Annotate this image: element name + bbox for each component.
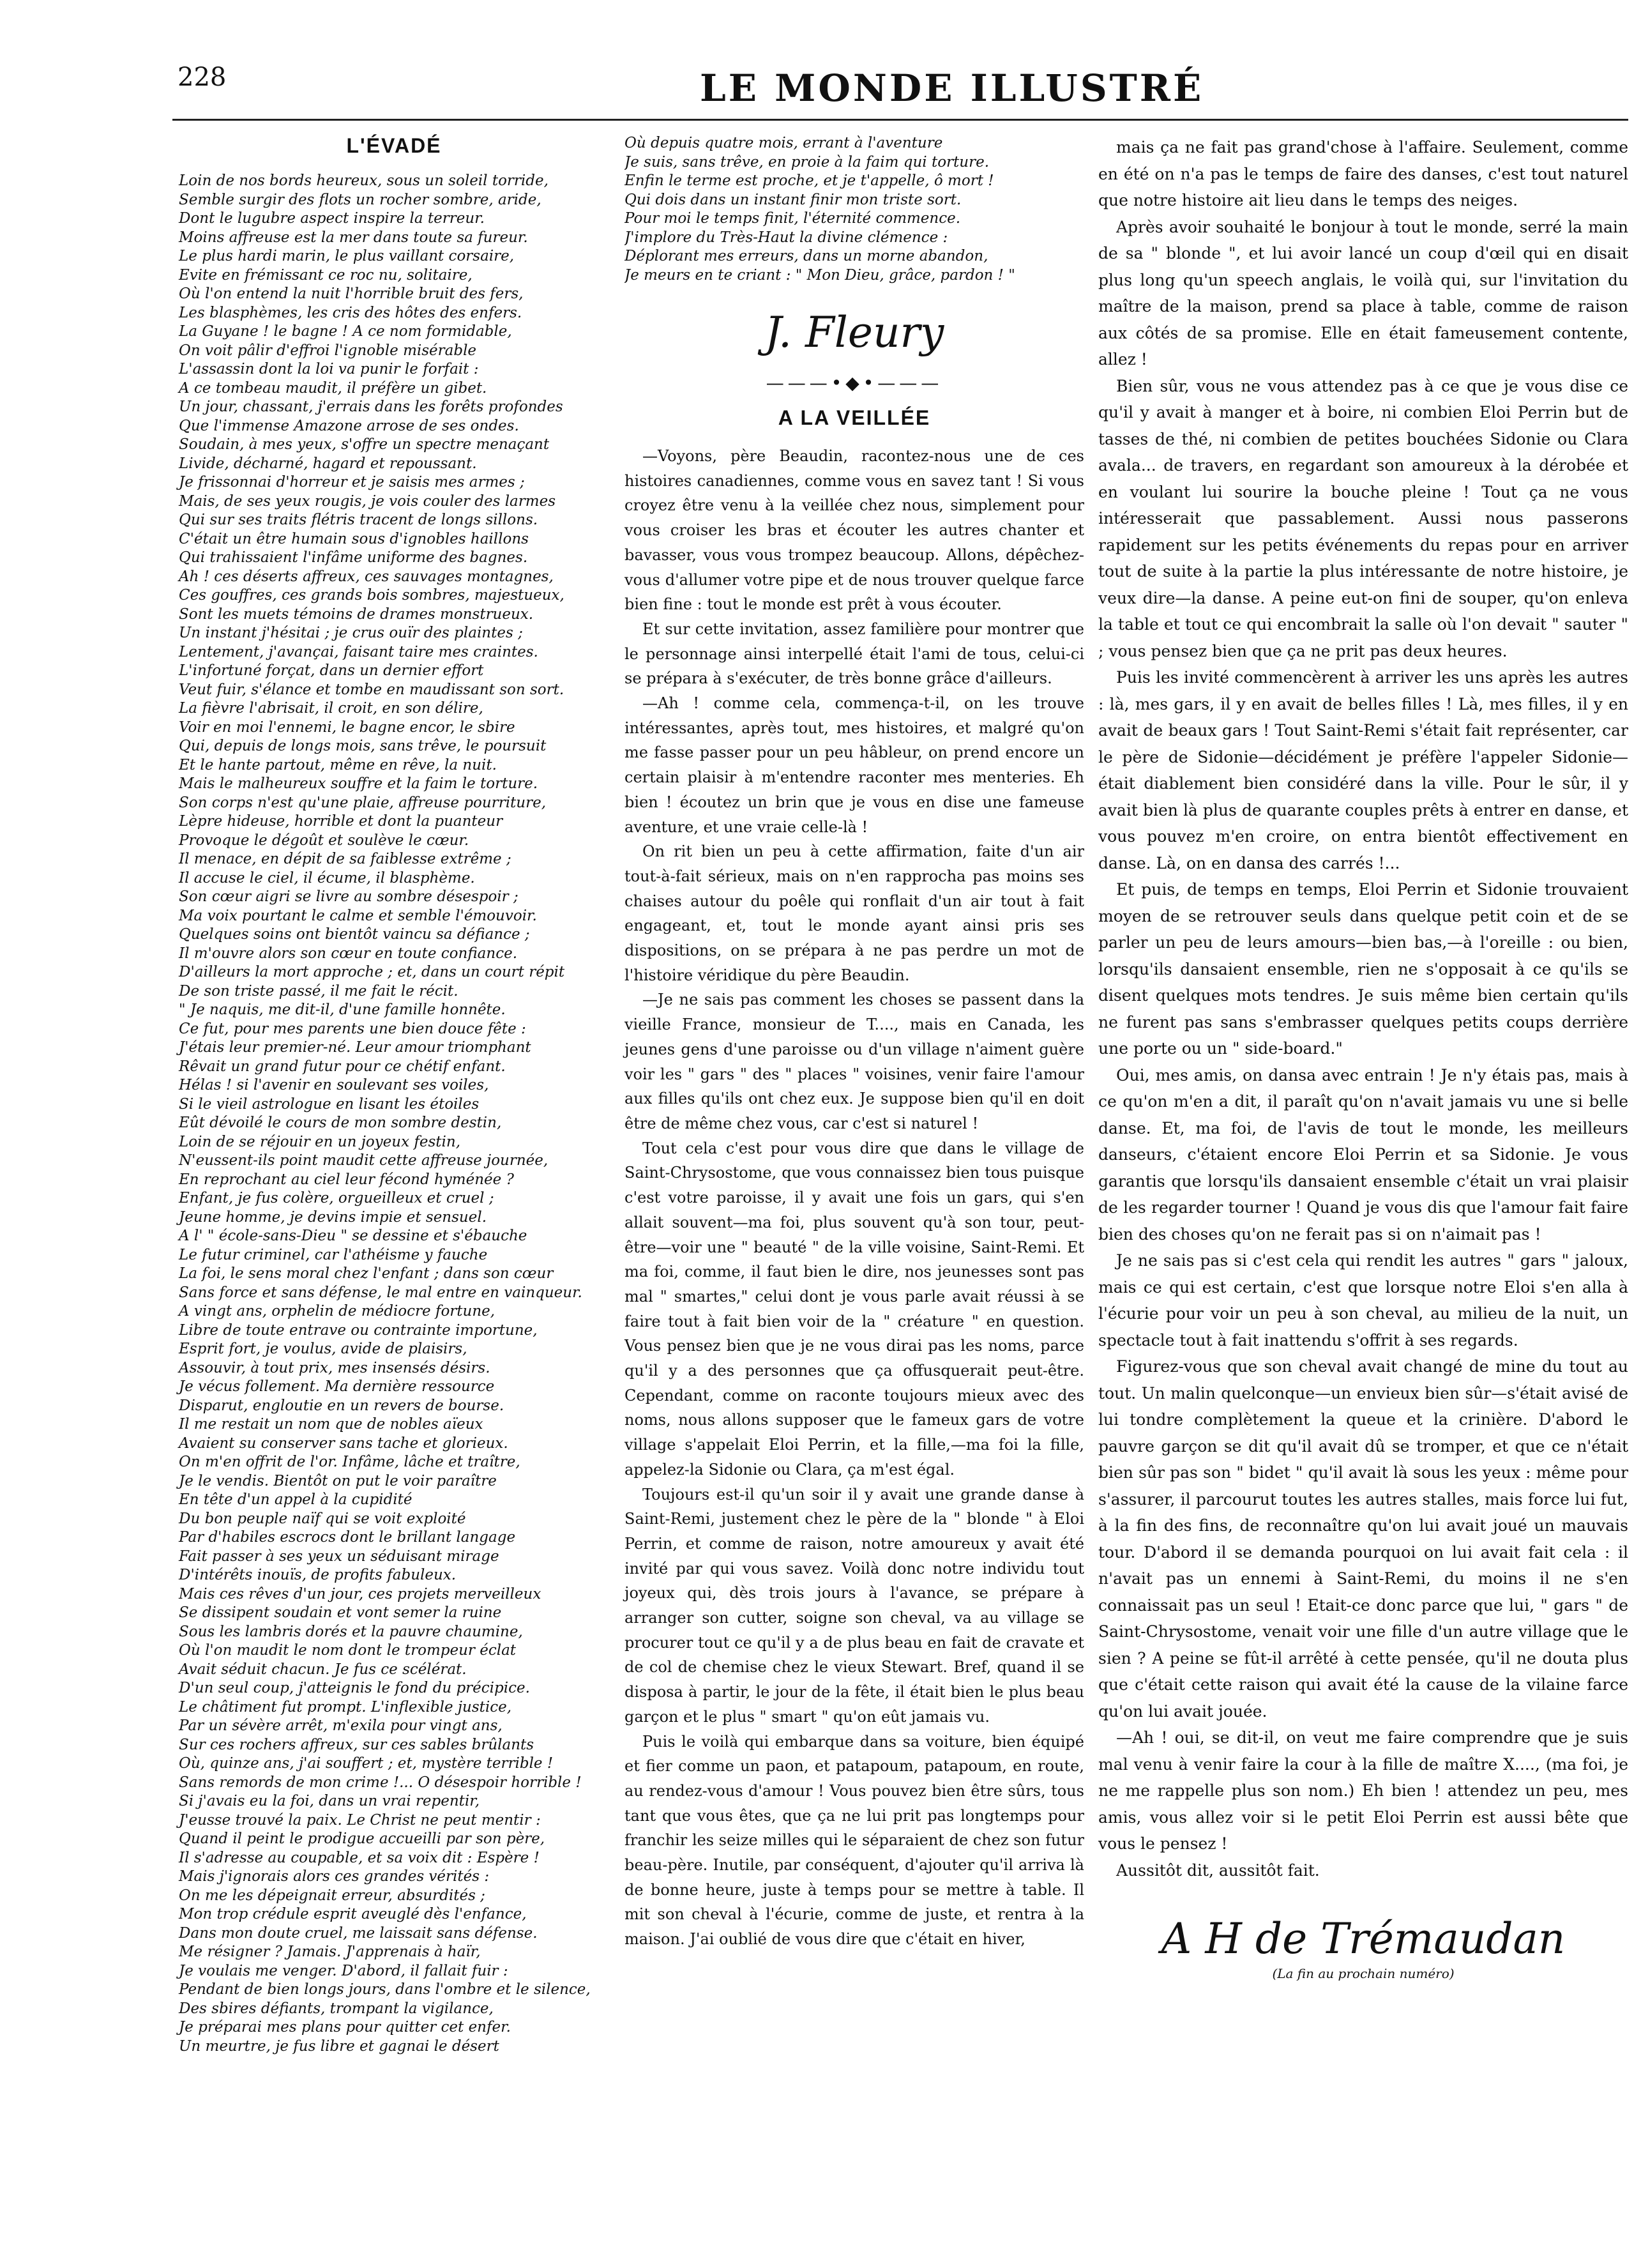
poem-line: Il accuse le ciel, il écume, il blasphème. <box>179 869 475 887</box>
poem-line: Qui dois dans un instant finir mon triste sort. <box>624 191 962 208</box>
poem-line: Mais j'ignorais alors ces grandes vérités : <box>179 1868 490 1885</box>
poem-line: Où l'on maudit le nom dont le trompeur éclat <box>179 1642 517 1659</box>
poem-line: Où, quinze ans, j'ai souffert ; et, mystère terrible ! <box>179 1755 554 1772</box>
continuation-note: (La fin au prochain numéro) <box>1272 1966 1455 1981</box>
poem-line: Loin de nos bords heureux, sous un soleil torride, <box>179 172 548 189</box>
poem-signature-text: J. Fleury <box>764 308 944 357</box>
story-paragraph: Je ne sais pas si c'est cela qui rendit les autres " gars " jaloux, mais ce qui est certain, c'est que lorsque notre Eloi s'en alla à l'écurie pour voir un peu à son cheval, au milieu de la nuit, un spectacle tout à fait inattendu s'offrit à ses regards. <box>1098 1251 1628 1350</box>
poem-line: Veut fuir, s'élance et tombe en maudissant son sort. <box>179 681 564 698</box>
poem-line: Qui sur ses traits flétris tracent de longs sillons. <box>179 512 538 528</box>
story-paragraph: Figurez-vous que son cheval avait changé de mine du tout au tout. Un malin quelconque—un envieux bien sûr—s'était avisé de lui tondre complètement la queue et la crinière. D'abord le pauvre garçon se dit qu'il avait dû se tromper, et que ce n'était bien sûr pas son " bidet " qu'il avait là sous les yeux : même pour s'assurer, il parcourut toutes les autres stalles, mais force lui fut, à la fin des fins, de reconnaître qu'on lui avait joué un mauvais tour. D'abord il se demanda pourquoi on lui avait fait cela : il n'avait pas un ennemi à Saint-Remi, du moins il ne s'en connaissait pas un seul ! Etait-ce donc parce que lui, " gars " de Saint-Chrysostome, venait voir une fille d'un autre village que le sien ? A peine se fût-il arrêté à cette pensée, qu'il ne douta plus que c'était cette raison qui avait été la cause de la vilaine farce qu'on lui avait jouée. <box>1098 1357 1628 1721</box>
poem-line: Enfant, je fus colère, orgueilleux et cruel ; <box>179 1190 494 1206</box>
poem-title: L'ÉVADÉ <box>346 134 442 157</box>
column-2 <box>624 134 1084 1952</box>
poem-line: Je voulais me venger. D'abord, il fallait fuir : <box>179 1962 508 1979</box>
poem-line: D'intérêts inouïs, de profits fabuleux. <box>179 1567 457 1583</box>
poem-line: D'un seul coup, j'atteignis le fond du précipice. <box>179 1680 530 1696</box>
poem-line: Mais le malheureux souffre et la faim le torture. <box>179 775 538 792</box>
poem-line: Ces gouffres, ces grands bois sombres, majestueux, <box>179 587 564 604</box>
poem-line: Où l'on entend la nuit l'horrible bruit des fers, <box>179 285 524 302</box>
poem-line: Assouvir, à tout prix, mes insensés désirs. <box>179 1359 490 1376</box>
poem-line: Que l'immense Amazone arrose de ses ondes. <box>179 417 519 434</box>
column-3 <box>1098 134 1628 1981</box>
poem-line: Semble surgir des flots un rocher sombre, aride, <box>179 191 541 208</box>
poem-line: Avaient su conserver sans tache et glorieux. <box>179 1435 508 1452</box>
story-paragraph: —Voyons, père Beaudin, racontez-nous une de ces histoires canadiennes, comme vous en savez tant ! Si vous croyez être venu à la veillée chez nous, simplement pour vous croiser les bras et écouter les autres chanter et bavasser, vous vous trompez beaucoup. Allons, dépêchez-vous d'allumer votre pipe et de nous trouver quelque farce bien fine : tout le monde est prêt à vous écouter. <box>624 447 1084 614</box>
poem-line: Evite en frémissant ce roc nu, solitaire, <box>179 266 473 284</box>
poem-line: Son cœur aigri se livre au sombre désespoir ; <box>179 888 518 905</box>
poem-line: Son corps n'est qu'une plaie, affreuse pourriture, <box>179 794 547 811</box>
poem-line: Dont le lugubre aspect inspire la terreur. <box>179 210 485 227</box>
poem-line: Il me restait un nom que de nobles aïeux <box>179 1416 483 1433</box>
story-body-col3 <box>1098 134 1628 1884</box>
poem-line: Ah ! ces déserts affreux, ces sauvages montagnes, <box>179 568 554 585</box>
poem-line: Sans force et sans défense, le mal entre en vainqueur. <box>179 1284 582 1301</box>
poem-line: Un jour, chassant, j'errais dans les forêts profondes <box>179 399 563 415</box>
poem-line: Déplorant mes erreurs, dans un morne abandon, <box>624 248 988 264</box>
poem-signature <box>624 308 1084 357</box>
story-signature <box>1098 1914 1628 1963</box>
poem-line: Sont les muets témoins de drames monstrueux. <box>179 605 534 623</box>
poem-line: Mon trop crédule esprit aveuglé dès l'enfance, <box>179 1906 527 1922</box>
poem-line: Le futur criminel, car l'athéisme y fauche <box>179 1246 488 1263</box>
poem-line: Pendant de bien longs jours, dans l'ombre et le silence, <box>179 1981 591 1998</box>
poem-line: Le plus hardi marin, le plus vaillant corsaire, <box>179 248 515 264</box>
poem-line: Disparut, engloutie en un revers de bourse. <box>179 1397 504 1414</box>
story-paragraph: Toujours est-il qu'un soir il y avait une grande danse à Saint-Remi, justement chez le père de la " blonde " à Eloi Perrin, et comme de raison, notre amoureux y avait été invité par qui vous savez. Voilà donc notre individu tout joyeux qui, dès trois jours à l'avance, se prépare à arranger son cutter, soigne son cheval, va au village se procurer tout ce qu'il y a de plus beau en fait de cravate et de col de chemise chez le vieux Stewart. Bref, quand il se disposa à partir, le jour de la fête, il était bien le plus beau garçon et le plus " smart " qu'on eût jamais vu. <box>624 1485 1084 1726</box>
poem-line: On voit pâlir d'effroi l'ignoble misérable <box>179 342 477 359</box>
poem-line: Pour moi le temps finit, l'éternité commence. <box>624 210 961 227</box>
poem-line: J'implore du Très-Haut la divine clémence : <box>624 229 948 246</box>
poem-line: Eût dévoilé le cours de mon sombre destin, <box>179 1115 502 1131</box>
story-paragraph: Puis le voilà qui embarque dans sa voiture, bien équipé et fier comme un paon, et patapoum, patapoum, en route, au rendez-vous d'amour ! Vous pouvez bien être sûrs, tous tant que vous êtes, que ça ne lui prit pas longtemps pour franchir les seize milles qui le séparaient de chez son futur beau-père. Inutile, par conséquent, d'ajouter qu'il arriva là de bonne heure, juste à temps pour se mettre à table. Il mit son cheval à l'écurie, comme de juste, et rentra à la maison. J'ai oublié de vous dire que c'était en hiver, <box>624 1732 1084 1949</box>
poem-line: On m'en offrit de l'or. Infâme, lâche et traître, <box>179 1454 520 1470</box>
poem-line: C'était un être humain sous d'ignobles haillons <box>179 530 529 547</box>
poem-line: D'ailleurs la mort approche ; et, dans un court répit <box>179 964 565 980</box>
poem-line: Ce fut, pour mes parents une bien douce fête : <box>179 1020 526 1037</box>
story-paragraph: Bien sûr, vous ne vous attendez pas à ce que je vous dise ce qu'il y avait à manger et à boire, ni combien Eloi Perrin but de tasses de thé, ni combien de petites bouchées Sidonie ou Clara avala... de travers, en regardant son amoureux à la dérobée et en voulant lui sourire la bouche pleine ! Tout ça ne vous intéresserait que passablement. Aussi nous passerons rapidement sur les petits événements du repas pour en arriver tout de suite à la partie la plus intéressante de notre histoire, je veux dire—la danse. A peine eut-on fini de souper, qu'on enleva la table et tout ce qui encombrait la salle où l'on devait " sauter " ; vous pensez bien que ça ne prit pas deux heures. <box>1098 376 1628 660</box>
poem-line: Dans mon doute cruel, me laissait sans défense. <box>179 1924 538 1942</box>
story-paragraph: —Je ne sais pas comment les choses se passent dans la vieille France, monsieur de T...., mais en Canada, les jeunes gens d'une paroisse ou d'un village n'aiment guère voir les " gars " des " places " voisines, venir faire l'amour aux filles qu'ils ont chez eux. Je suppose bien qu'il en doit être de même chez vous, car c'est si naturel ! <box>624 991 1084 1132</box>
story-paragraph: Après avoir souhaité le bonjour à tout le monde, serré la main de sa " blonde ", et lui avoir lancé un coup d'œil qui en disait plus long qu'un speech anglais, le voilà qui, sur l'invitation du maître de la maison, prend sa place à table, comme de raison aux côtés de sa promise. Elle en était fameusement contente, allez ! <box>1098 217 1628 369</box>
poem-line: Je préparai mes plans pour quitter cet enfer. <box>179 2019 511 2036</box>
poem-line: Loin de se réjouir en un joyeux festin, <box>179 1133 461 1150</box>
poem-line: Fait passer à ses yeux un séduisant mirage <box>179 1548 499 1565</box>
poem-line: Si j'avais eu la foi, dans un vrai repentir, <box>179 1793 480 1809</box>
poem-line: De son triste passé, il me fait le récit. <box>179 982 458 1000</box>
poem-line: A l' " école-sans-Dieu " se dessine et s'ébauche <box>179 1228 527 1244</box>
poem-line: Jeune homme, je devins impie et sensuel. <box>179 1208 487 1226</box>
poem-line: En tête d'un appel à la cupidité <box>179 1491 412 1508</box>
poem-line: Des sbires défiants, trompant la vigilance, <box>179 2000 494 2017</box>
poem-line: Par un sévère arrêt, m'exila pour vingt ans, <box>179 1717 503 1734</box>
header-rule <box>172 119 1628 121</box>
poem-line: Où depuis quatre mois, errant à l'aventure <box>624 135 943 151</box>
poem-line: Je frissonnai d'horreur et je saisis mes armes ; <box>179 474 525 491</box>
poem-line: A ce tombeau maudit, il préfère un gibet. <box>179 379 487 397</box>
poem-line: Ma voix pourtant le calme et semble l'émouvoir. <box>179 907 537 924</box>
story-paragraph: Aussitôt dit, aussitôt fait. <box>1116 1861 1320 1880</box>
poem-line: Soudain, à mes yeux, s'offre un spectre menaçant <box>179 436 550 453</box>
poem-line: La fièvre l'abrisait, il croit, en son délire, <box>179 700 483 717</box>
poem-line: Quand il peint le prodigue accueilli par son père, <box>179 1830 545 1847</box>
poem-line: Avait séduit chacun. Je fus ce scélérat. <box>179 1661 467 1678</box>
story-body-col2 <box>624 444 1084 1952</box>
poem-body <box>174 172 614 2056</box>
section-ornament: ———•◆•——— <box>766 372 943 393</box>
poem-line: Rêvait un grand futur pour ce chétif enfant. <box>179 1058 506 1075</box>
poem-line: Libre de toute entrave ou contrainte importune, <box>179 1321 538 1339</box>
poem-line: Provoque le dégoût et soulève le cœur. <box>179 832 469 849</box>
poem-line: Me résigner ? Jamais. J'apprenais à haïr, <box>179 1944 481 1960</box>
journal-title: LE MONDE ILLUSTRÉ <box>700 66 1204 110</box>
story-paragraph: On rit bien un peu à cette affirmation, faite d'un air tout-à-fait sérieux, mais on n'en rapprocha pas moins ses chaises autour du poêle qui ronflait d'un air tout à fait engageant, et, tout le monde ayant ainsi pris ses dispositions, on se prépara à ne pas perdre un mot de l'histoire véridique du père Beaudin. <box>624 842 1084 984</box>
story-signature-text: A H de Trémaudan <box>1161 1914 1566 1963</box>
poem-line: Du bon peuple naïf qui se voit exploité <box>179 1510 466 1527</box>
poem-line: Et le hante partout, même en rêve, la nuit. <box>179 756 497 773</box>
poem-line: Se dissipent soudain et vont semer la ruine <box>179 1604 502 1621</box>
poem-line: L'infortuné forçat, dans un dernier effort <box>179 662 484 679</box>
poem-line: La Guyane ! le bagne ! A ce nom formidable, <box>179 323 512 340</box>
poem-line: Enfin le terme est proche, et je t'appelle, ô mort ! <box>624 172 994 189</box>
poem-line: Je le vendis. Bientôt on put le voir paraître <box>179 1472 497 1489</box>
poem-line: Quelques soins ont bientôt vaincu sa défiance ; <box>179 926 530 943</box>
poem-line: Qui, depuis de longs mois, sans trêve, le poursuit <box>179 738 547 754</box>
poem-line: A vingt ans, orphelin de médiocre fortune, <box>179 1303 495 1320</box>
poem-line: Sur ces rochers affreux, sur ces sables brûlants <box>179 1736 534 1753</box>
poem-line: " Je naquis, me dit-il, d'une famille honnête. <box>179 1001 506 1018</box>
poem-line: Lèpre hideuse, horrible et dont la puanteur <box>179 813 503 830</box>
poem-line: Livide, décharné, hagard et repoussant. <box>179 455 477 472</box>
story-paragraph: —Ah ! oui, se dit-il, on veut me faire comprendre que je suis mal venu à venir faire la cour à la fille de maître X...., (ma foi, je ne me rappelle plus son nom.) Eh bien ! attendez un peu, mes amis, vous allez voir si le petit Eloi Perrin est aussi bête que vous le pensez ! <box>1098 1728 1628 1853</box>
story-paragraph: Tout cela c'est pour vous dire que dans le village de Saint-Chrysostome, que vous connaissez bien tous puisque c'est votre paroisse, il y avait une fois un gars, qui s'en allait souvent—ma foi, plus souvent qu'à son tour, peut-être—voir une " beauté " de la ville voisine, Saint-Remi. Et ma foi, comme, il faut bien le dire, nos jeunesses sont pas mal " smartes," celui dont je vous parle avait réussi à se faire tout à fait bien voir de la " créature " en question. Vous pensez bien que je ne vous dirai pas les noms, parce qu'il y a des personnes que ça offusquerait peut-être. Cependant, comme on raconte toujours mieux avec des noms, nous allons supposer que le fameux gars de votre village s'appelait Eloi Perrin, et la fille,—ma foi la fille, appelez-la Sidonie ou Clara, ça m'est égal. <box>624 1139 1084 1479</box>
page-number: 228 <box>178 63 227 92</box>
poem-line: Moins affreuse est la mer dans toute sa fureur. <box>179 229 528 246</box>
poem-line: N'eussent-ils point maudit cette affreuse journée, <box>179 1152 548 1169</box>
story-paragraph: mais ça ne fait pas grand'chose à l'affaire. Seulement, comme en été on n'a pas le temps de faire des danses, c'est tout naturel que notre histoire ait lieu dans le temps des neiges. <box>1098 138 1628 209</box>
poem-line: J'étais leur premier-né. Leur amour triomphant <box>179 1039 531 1056</box>
poem-line: Par d'habiles escrocs dont le brillant langage <box>179 1529 516 1546</box>
poem-line: On me les dépeignait erreur, absurdités ; <box>179 1887 485 1904</box>
poem-line: Esprit fort, je voulus, avide de plaisirs, <box>179 1341 467 1357</box>
column-1 <box>174 134 614 2056</box>
poem-line: Mais, de ses yeux rougis, je vois couler des larmes <box>179 492 556 510</box>
poem-line: Les blasphèmes, les cris des hôtes des enfers. <box>179 304 522 321</box>
story-paragraph: Et puis, de temps en temps, Eloi Perrin et Sidonie trouvaient moyen de se retrouver seuls dans quelque petit coin et de se parler un peu de leurs amours—bien bas,—à l'oreille : ou bien, lorsqu'ils dansaient ensemble, rien ne s'opposait à ce qu'ils se disent quelques mots tendres. Je suis même bien certain qu'ils ne furent pas sans s'embrasser quelques petits coups derrière une porte ou un " side-board." <box>1098 880 1628 1058</box>
poem-line: Sans remords de mon crime !... O désespoir horrible ! <box>179 1774 582 1791</box>
poem-line: Je suis, sans trêve, en proie à la faim qui torture. <box>624 153 990 171</box>
poem-line: Lentement, j'avançai, faisant taire mes craintes. <box>179 643 538 660</box>
poem-line: J'eusse trouvé la paix. Le Christ ne peut mentir : <box>179 1811 541 1829</box>
poem-line: Si le vieil astrologue en lisant les étoiles <box>179 1095 480 1113</box>
story-paragraph: Oui, mes amis, on dansa avec entrain ! Je n'y étais pas, mais à ce qu'on m'en a dit, il paraît qu'on n'avait jamais vu une si belle danse. Et, ma foi, de l'avis de tout le monde, les meilleurs danseurs, c'étaient encore Eloi Perrin et sa Sidonie. Je vous garantis que lorsqu'ils dansaient ensemble c'était un vrai plaisir de les regarder tourner ! Quand je vous dis que l'amour fait faire bien des choses qu'on ne ferait pas si on n'aimait pas ! <box>1098 1065 1628 1244</box>
poem-line: Il m'ouvre alors son cœur en toute confiance. <box>179 945 518 962</box>
poem-line: L'assassin dont la loi va punir le forfait : <box>179 361 479 377</box>
poem-line: Voir en moi l'ennemi, le bagne encor, le sbire <box>179 719 515 736</box>
poem-line: Un meurtre, je fus libre et gagnai le désert <box>179 2037 499 2055</box>
poem-line: En reprochant au ciel leur fécond hyménée ? <box>179 1171 514 1188</box>
poem-line: Sous les lambris dorés et la pauvre chaumine, <box>179 1623 523 1640</box>
poem-continuation <box>624 134 1084 285</box>
poem-line: Un instant j'hésitai ; je crus ouïr des plaintes ; <box>179 625 523 641</box>
poem-line: Je vécus follement. Ma dernière ressource <box>179 1378 495 1395</box>
story-paragraph: Puis les invité commencèrent à arriver les uns après les autres : là, mes gars, il y en avait de belles filles ! Là, mes filles, il y en avait de beaux gars ! Tout Saint-Remi s'était fait représenter, car le père de Sidonie—décidément je préfère l'appeler Sidonie—était diablement bien considéré dans la ville. Pour le sûr, il y avait bien là plus de quarante couples prêts à entrer en danse, et vous pouvez m'en croire, on entra bientôt effectivement en danse. Là, on en dansa des carrés !... <box>1098 668 1628 872</box>
poem-line: Le châtiment fut prompt. L'inflexible justice, <box>179 1698 512 1716</box>
poem-line: Il s'adresse au coupable, et sa voix dit : Espère ! <box>179 1849 540 1866</box>
story-paragraph: —Ah ! comme cela, commença-t-il, on les trouve intéressantes, après tout, mes histoires, et malgré qu'on me fasse passer pour un peu hâbleur, on prend encore un certain plaisir à m'entendre raconter mes menteries. Eh bien ! écoutez un brin que je vous en dise une fameuse aventure, et une vraie celle-là ! <box>624 694 1084 836</box>
poem-line: Mais ces rêves d'un jour, ces projets merveilleux <box>179 1585 541 1602</box>
story-title: A LA VEILLÉE <box>778 406 931 429</box>
poem-line: Je meurs en te criant : " Mon Dieu, grâce, pardon ! " <box>624 266 1015 284</box>
poem-line: La foi, le sens moral chez l'enfant ; dans son cœur <box>179 1265 554 1282</box>
poem-line: Il menace, en dépit de sa faiblesse extrême ; <box>179 851 511 867</box>
poem-line: Hélas ! si l'avenir en soulevant ses voiles, <box>179 1077 489 1093</box>
story-paragraph: Et sur cette invitation, assez familière pour montrer que le personnage ainsi interpellé était l'ami de tous, celui-ci se prépara à s'exécuter, de très bonne grâce d'ailleurs. <box>624 620 1084 688</box>
poem-line: Qui trahissaient l'infâme uniforme des bagnes. <box>179 549 528 566</box>
